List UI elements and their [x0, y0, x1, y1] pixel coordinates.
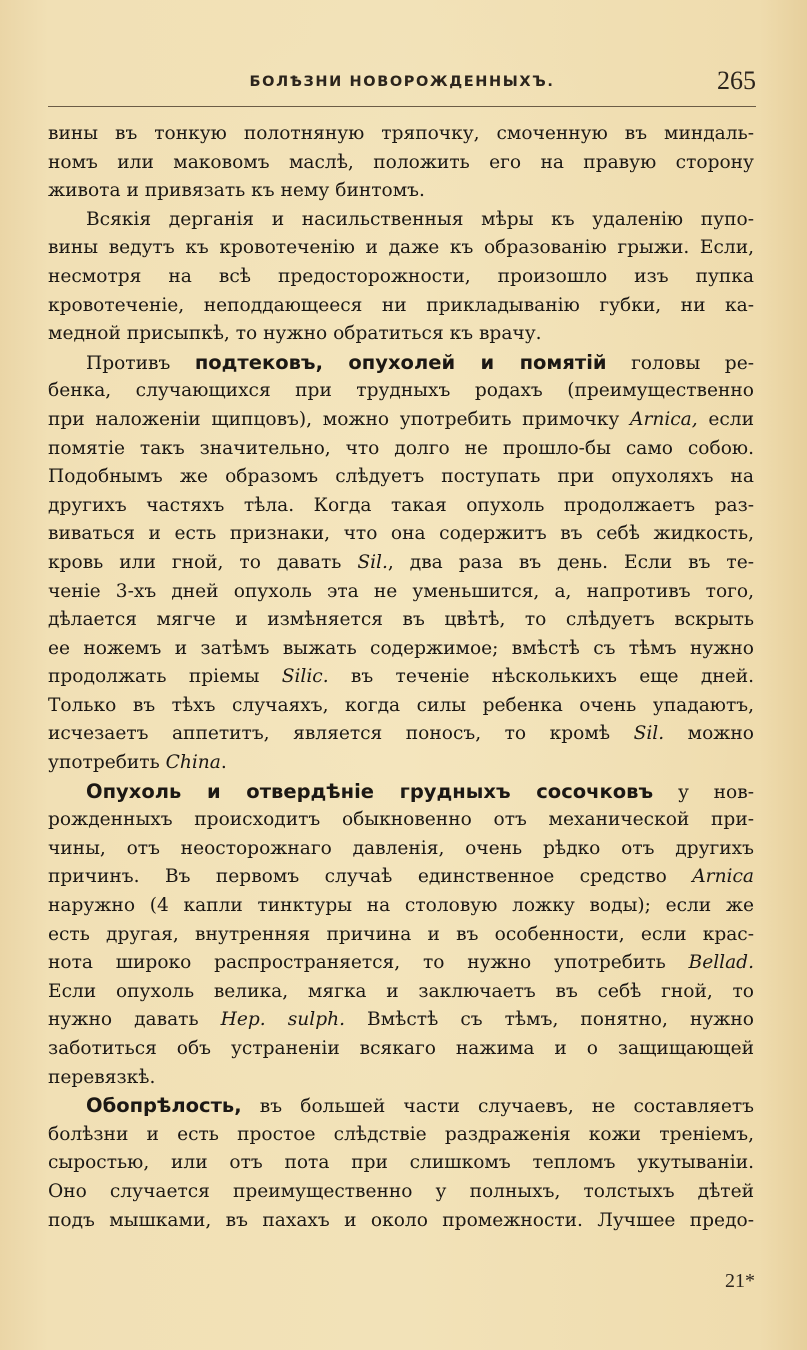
text-line: ченіе 3-хъ дней опухоль эта не уменьшится, а, напротивъ того,	[48, 580, 754, 602]
text-line: рожденныхъ происходитъ обыкновенно отъ механической при-	[48, 809, 754, 831]
text-line: перевязкѣ.	[48, 1066, 156, 1088]
text-line	[48, 1092, 754, 1121]
page-header	[48, 62, 756, 110]
text-line: чины, отъ неосторожнаго давленія, очень рѣдко отъ другихъ	[48, 837, 754, 859]
text-run: если	[697, 408, 754, 430]
text-line: сыростью, или отъ пота при слишкомъ тепломъ укутываніи.	[48, 1152, 754, 1174]
text-run: .	[220, 752, 227, 774]
text-line: несмотря на всѣ предосторожности, произошло изъ пупка	[48, 265, 754, 287]
text-run: Вмѣстѣ съ тѣмъ, понятно, нужно	[344, 1009, 754, 1031]
text-run: исчезаетъ аппетитъ, является поносъ, то кромѣ	[48, 723, 634, 745]
text-line: медной присыпкѣ, то нужно обратиться къ врачу.	[48, 323, 542, 345]
text-line: Оно случается преимущественно у полныхъ, толстыхъ дѣтей	[48, 1180, 754, 1202]
text-line	[48, 1006, 754, 1035]
text-line: вины ведутъ къ кровотеченію и даже къ образованію грыжи. Если,	[48, 237, 754, 259]
bold-term: Опухоль и отвердѣніе грудныхъ сосочковъ	[86, 779, 654, 803]
remedy-name: China	[165, 752, 221, 774]
text-run: въ теченіе нѣсколькихъ еще дней.	[328, 666, 754, 688]
remedy-name: Hep. sulph.	[220, 1009, 345, 1031]
remedy-name: Arnica,	[630, 408, 698, 430]
remedy-name: Bellad.	[688, 952, 754, 974]
text-line: наружно (4 капли тинктуры на столовую ложку воды); если же	[48, 895, 754, 917]
bold-term: Обопрѣлость,	[86, 1094, 242, 1118]
text-line: другихъ частяхъ тѣла. Когда такая опухоль продолжаетъ раз-	[48, 494, 754, 516]
text-line	[48, 663, 754, 692]
text-line: кровотеченіе, неподдающееся ни прикладыванію губки, ни ка-	[48, 294, 754, 316]
text-run: можно	[664, 723, 754, 745]
text-line: болѣзни и есть простое слѣдствіе раздраженія кожи треніемъ,	[48, 1123, 754, 1145]
signature-mark: 21*	[725, 1270, 755, 1292]
text-line	[48, 778, 754, 807]
remedy-name: Silic.	[281, 666, 329, 688]
text-run: при наложеніи щипцовъ), можно употребить примочку	[48, 408, 631, 430]
running-head: БОЛѢЗНИ НОВОРОЖДЕННЫХЪ.	[249, 74, 555, 90]
text-line: виваться и есть признаки, что она содержитъ въ себѣ жидкость,	[48, 523, 754, 545]
text-run: головы ре-	[606, 352, 754, 374]
text-line	[48, 549, 754, 578]
text-line	[48, 406, 754, 435]
text-line: ее ножемъ и затѣмъ выжать содержимое; вмѣстѣ съ тѣмъ нужно	[48, 637, 754, 659]
remedy-name: Arnica	[692, 866, 754, 888]
text-run: употребить	[48, 752, 166, 774]
text-line: Всякія дерганія и насильственныя мѣры къ удаленію пупо-	[86, 208, 754, 230]
text-line	[48, 749, 754, 778]
text-line: подъ мышками, въ пахахъ и около промежности. Лучшее предо-	[48, 1209, 754, 1231]
page-number: 265	[717, 66, 756, 95]
text-line: Только въ тѣхъ случаяхъ, когда силы ребенка очень упадаютъ,	[48, 694, 754, 716]
text-line: Если опухоль велика, мягка и заключаетъ въ себѣ гной, то	[48, 980, 754, 1002]
text-line	[48, 720, 754, 749]
text-line: помятіе такъ значительно, что долго не прошло-бы само собою.	[48, 437, 754, 459]
text-run: нужно давать	[48, 1009, 221, 1031]
text-run: нота широко распространяется, то нужно употребить	[48, 952, 689, 974]
text-run: причинъ. Въ первомъ случаѣ единственное средство	[48, 866, 693, 888]
body-text	[48, 120, 754, 1235]
text-line	[48, 949, 754, 978]
bold-term: подтековъ, опухолей и помятій	[194, 350, 607, 374]
text-line: бенка, случающихся при трудныхъ родахъ (преимущественно	[48, 380, 754, 402]
text-run: въ большей части случаевъ, не составляетъ	[241, 1096, 754, 1118]
text-line: дѣлается мягче и измѣняется въ цвѣтѣ, то слѣдуетъ вскрыть	[48, 609, 754, 631]
text-line: номъ или маковомъ маслѣ, положить его на правую сторону	[48, 151, 754, 173]
text-run: продолжать пріемы	[48, 666, 282, 688]
text-line: живота и привязать къ нему бинтомъ.	[48, 180, 425, 202]
text-line	[48, 349, 754, 378]
text-run: кровь или гной, то давать	[48, 551, 358, 573]
text-line: вины въ тонкую полотняную тряпочку, смоченную въ миндаль-	[48, 123, 754, 144]
text-run: у нов-	[653, 781, 754, 803]
text-run: , два раза въ день. Если въ те-	[387, 551, 754, 573]
header-rule	[48, 106, 756, 107]
text-line: Подобнымъ же образомъ слѣдуетъ поступать при опухоляхъ на	[48, 466, 754, 488]
text-line	[48, 863, 754, 892]
text-line: заботиться объ устраненіи всякаго нажима и о защищающей	[48, 1038, 754, 1059]
remedy-name: Sil.	[633, 723, 665, 745]
text-line: есть другая, внутренняя причина и въ особенности, если крас-	[48, 923, 754, 945]
text-run: Противъ	[86, 352, 195, 374]
remedy-name: Sil.	[357, 551, 388, 573]
